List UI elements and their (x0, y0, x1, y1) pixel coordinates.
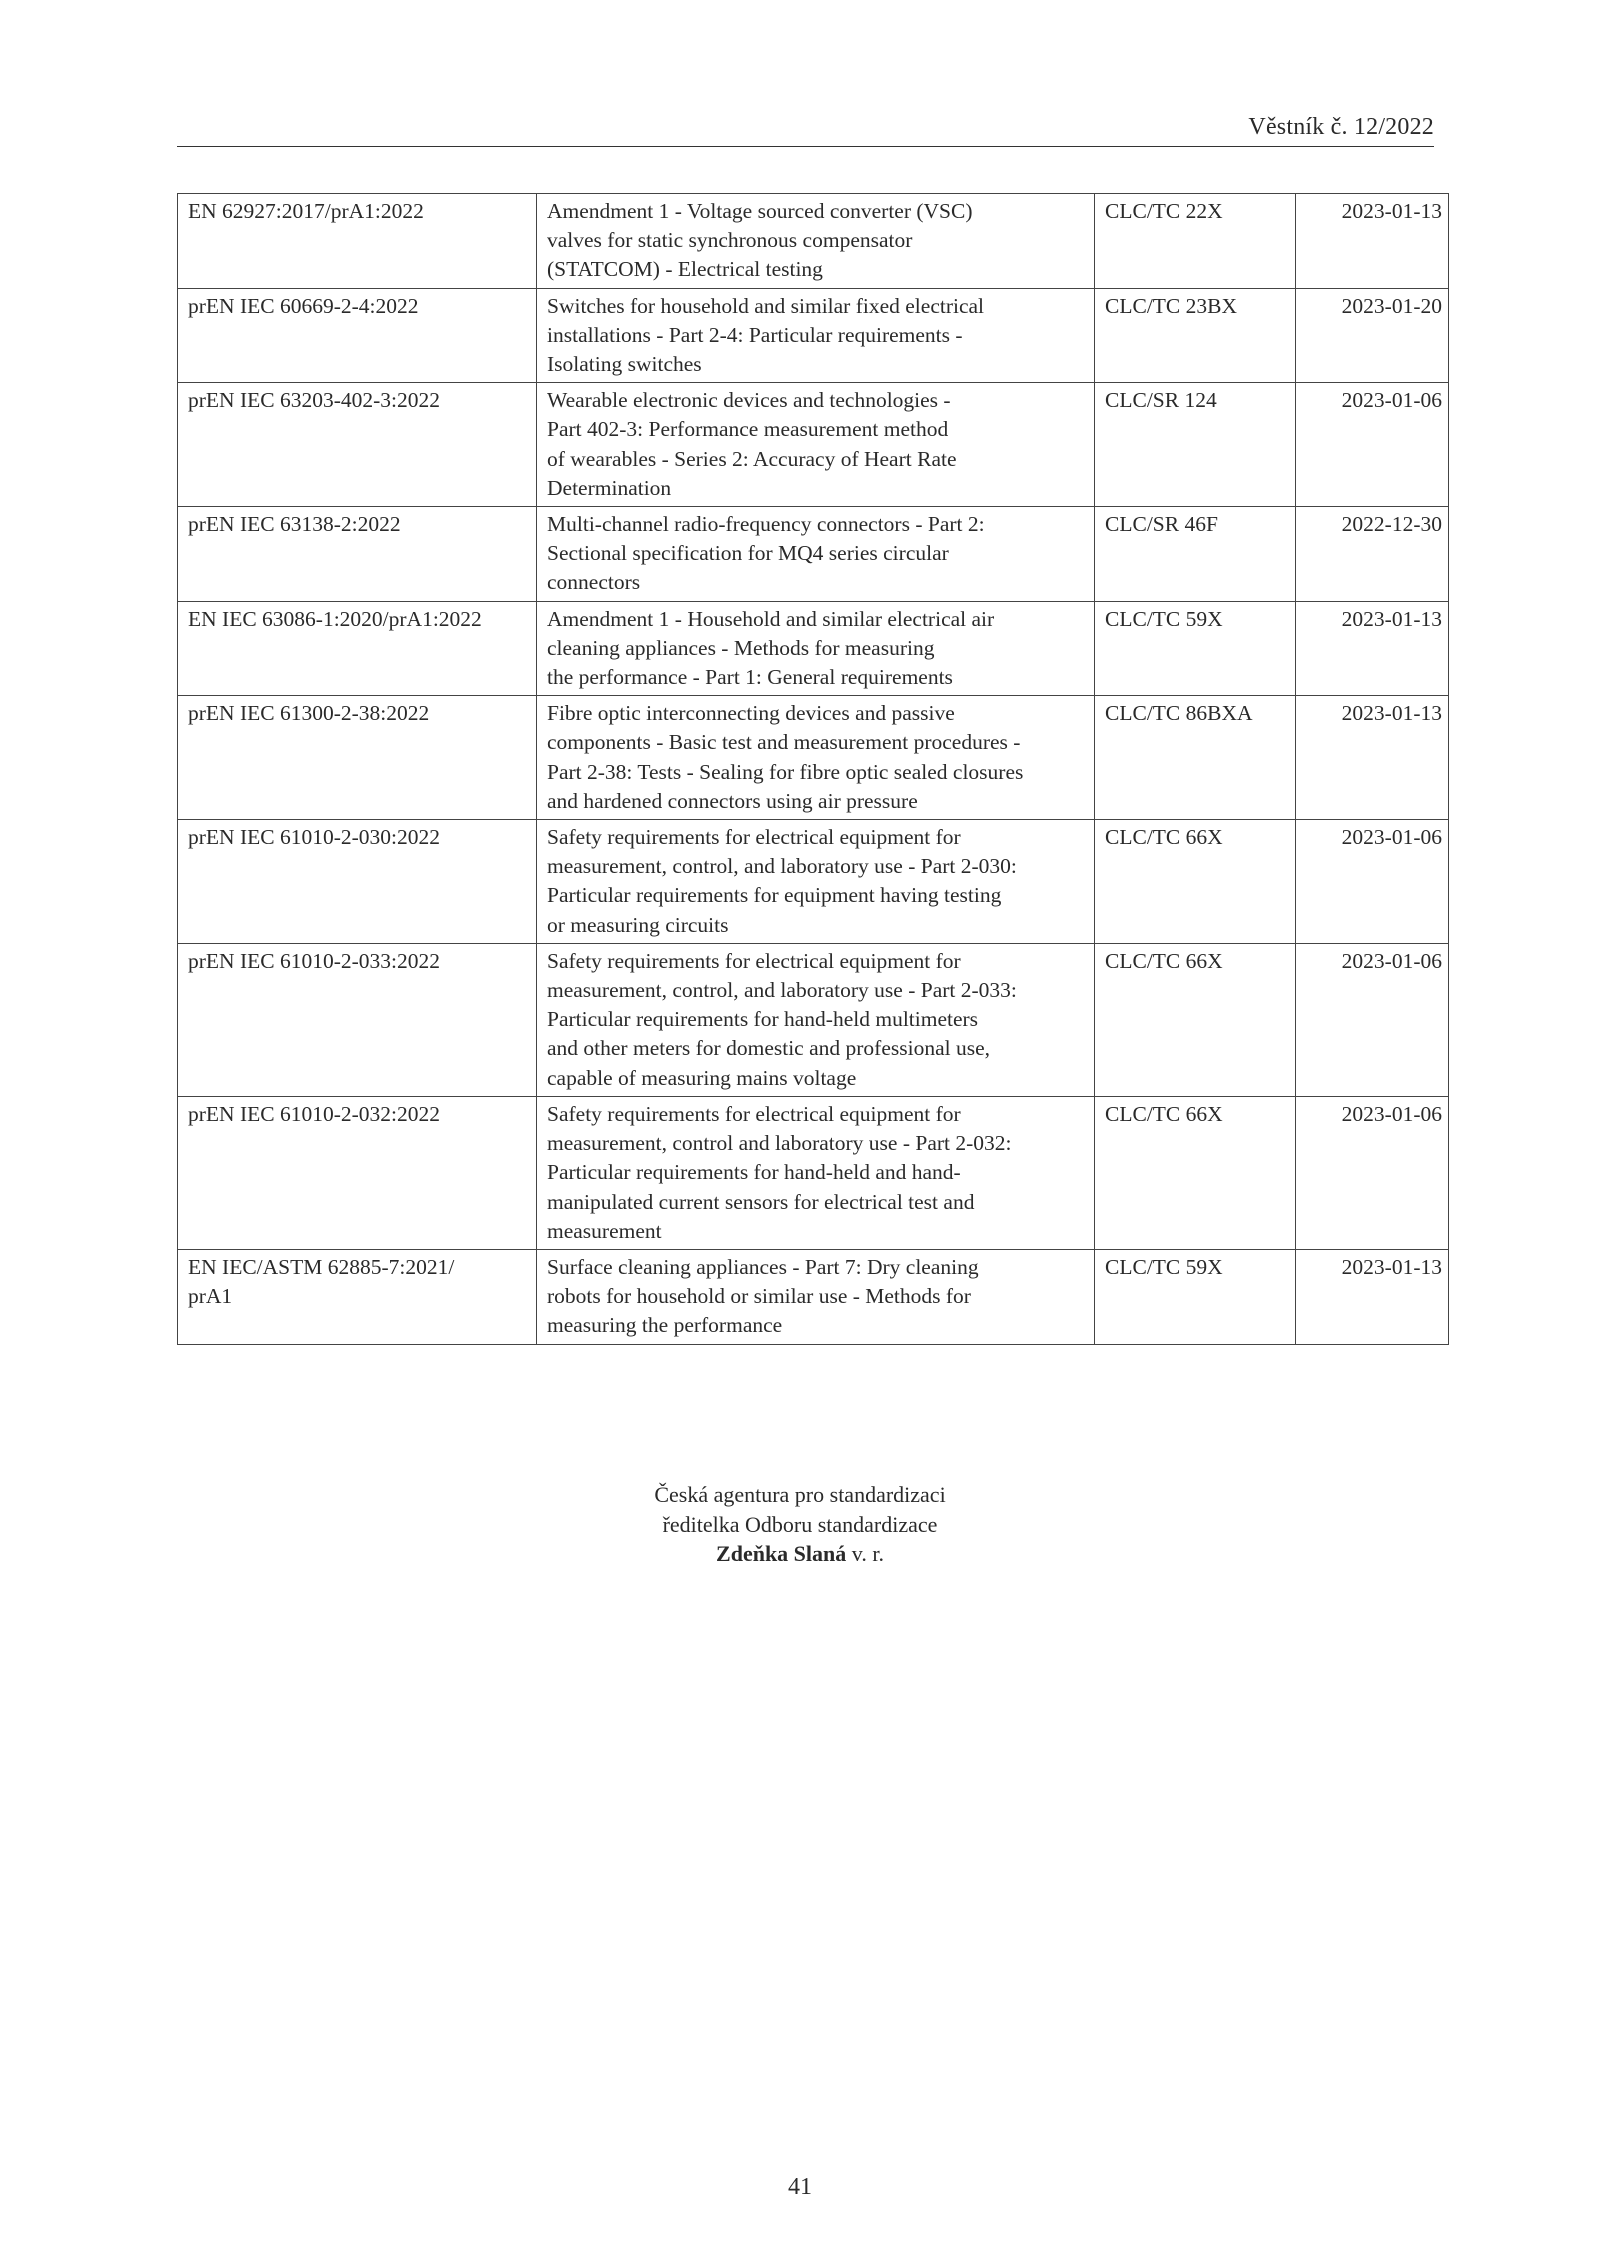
description-line: Particular requirements for equipment having testing (547, 883, 1002, 908)
standard-code-line: EN IEC/ASTM 62885-7:2021/ (188, 1254, 455, 1279)
description-line: Multi-channel radio-frequency connectors - Part 2: (547, 512, 985, 537)
table-row (178, 383, 1449, 507)
description-line: capable of measuring mains voltage (547, 1065, 857, 1090)
deadline-date-cell: 2023-01-06 (1296, 383, 1449, 507)
standard-code-cell (178, 1249, 537, 1344)
standards-table-body (178, 194, 1449, 1345)
description-line: Safety requirements for electrical equipment for (547, 825, 961, 850)
standard-code-cell: EN 62927:2017/prA1:2022 (178, 194, 537, 289)
signature-name-line (0, 1539, 1600, 1569)
deadline-date-cell: 2023-01-06 (1296, 820, 1449, 944)
table-row (178, 288, 1449, 383)
signature-block (0, 1480, 1600, 1569)
description-cell (537, 288, 1095, 383)
description-line: the performance - Part 1: General requirements (547, 665, 953, 690)
description-line: Isolating switches (547, 352, 702, 377)
description-cell (537, 943, 1095, 1096)
description-line: Sectional specification for MQ4 series circular (547, 541, 949, 566)
table-row (178, 194, 1449, 289)
signature-organization: Česká agentura pro standardizaci (654, 1482, 946, 1507)
description-line: measurement, control, and laboratory use - Part 2-033: (547, 978, 1017, 1003)
deadline-date-cell: 2022-12-30 (1296, 507, 1449, 602)
committee-cell: CLC/TC 59X (1095, 1249, 1296, 1344)
description-line: Part 2-38: Tests - Sealing for fibre optic sealed closures (547, 759, 1024, 784)
committee-cell: CLC/SR 124 (1095, 383, 1296, 507)
description-line: of wearables - Series 2: Accuracy of Heart Rate (547, 446, 957, 471)
deadline-date-cell: 2023-01-06 (1296, 943, 1449, 1096)
standards-table (177, 193, 1449, 1345)
description-line: Part 402-3: Performance measurement method (547, 417, 949, 442)
standard-code-cell: prEN IEC 61010-2-030:2022 (178, 820, 537, 944)
committee-cell: CLC/TC 66X (1095, 820, 1296, 944)
committee-cell: CLC/SR 46F (1095, 507, 1296, 602)
deadline-date-cell: 2023-01-13 (1296, 194, 1449, 289)
description-line: Safety requirements for electrical equipment for (547, 948, 961, 973)
standard-code-line: prA1 (188, 1284, 233, 1309)
table-row (178, 696, 1449, 820)
deadline-date-cell: 2023-01-06 (1296, 1096, 1449, 1249)
signature-suffix: v. r. (846, 1541, 884, 1566)
standard-code-cell: prEN IEC 61010-2-032:2022 (178, 1096, 537, 1249)
description-line: Amendment 1 - Household and similar electrical air (547, 606, 995, 631)
committee-cell: CLC/TC 86BXA (1095, 696, 1296, 820)
page-number: 41 (788, 2174, 812, 2200)
description-line: measurement (547, 1218, 662, 1243)
description-line: and other meters for domestic and professional use, (547, 1036, 991, 1061)
description-line: connectors (547, 570, 641, 595)
description-cell (537, 696, 1095, 820)
description-cell (537, 1096, 1095, 1249)
description-line: Wearable electronic devices and technologies - (547, 388, 951, 413)
description-line: manipulated current sensors for electrical test and (547, 1189, 975, 1214)
description-line: Safety requirements for electrical equipment for (547, 1101, 961, 1126)
committee-cell: CLC/TC 66X (1095, 943, 1296, 1096)
description-line: Determination (547, 475, 672, 500)
signature-name: Zdeňka Slaná (716, 1541, 847, 1566)
standard-code-cell: prEN IEC 63203-402-3:2022 (178, 383, 537, 507)
description-cell (537, 194, 1095, 289)
description-line: Particular requirements for hand-held multimeters (547, 1007, 979, 1032)
description-cell (537, 1249, 1095, 1344)
committee-cell: CLC/TC 66X (1095, 1096, 1296, 1249)
description-line: Fibre optic interconnecting devices and passive (547, 701, 955, 726)
standard-code-cell: prEN IEC 61300-2-38:2022 (178, 696, 537, 820)
description-line: or measuring circuits (547, 912, 729, 937)
description-line: measuring the performance (547, 1313, 783, 1338)
table-row (178, 601, 1449, 696)
committee-cell: CLC/TC 22X (1095, 194, 1296, 289)
committee-cell: CLC/TC 23BX (1095, 288, 1296, 383)
description-cell (537, 601, 1095, 696)
description-cell (537, 820, 1095, 944)
signature-role: ředitelka Odboru standardizace (662, 1511, 938, 1537)
description-line: Switches for household and similar fixed electrical (547, 293, 985, 318)
table-row (178, 820, 1449, 944)
standard-code-cell: prEN IEC 61010-2-033:2022 (178, 943, 537, 1096)
deadline-date-cell: 2023-01-13 (1296, 1249, 1449, 1344)
description-cell (537, 383, 1095, 507)
description-line: components - Basic test and measurement procedures - (547, 730, 1021, 755)
table-row (178, 507, 1449, 602)
description-line: measurement, control, and laboratory use - Part 2-030: (547, 854, 1017, 879)
description-line: Surface cleaning appliances - Part 7: Dry cleaning (547, 1254, 979, 1279)
description-line: (STATCOM) - Electrical testing (547, 257, 823, 282)
description-line: installations - Part 2-4: Particular requirements - (547, 322, 963, 347)
table-row (178, 1249, 1449, 1344)
description-line: robots for household or similar use - Methods for (547, 1284, 971, 1309)
table-row (178, 1096, 1449, 1249)
description-line: valves for static synchronous compensator (547, 228, 913, 253)
description-cell (537, 507, 1095, 602)
description-line: Amendment 1 - Voltage sourced converter (VSC) (547, 199, 973, 223)
standard-code-cell: prEN IEC 60669-2-4:2022 (178, 288, 537, 383)
description-line: measurement, control and laboratory use - Part 2-032: (547, 1131, 1012, 1156)
journal-issue-title: Věstník č. 12/2022 (1248, 114, 1434, 140)
table-row (178, 943, 1449, 1096)
description-line: and hardened connectors using air pressure (547, 788, 918, 813)
description-line: cleaning appliances - Methods for measuring (547, 635, 935, 660)
deadline-date-cell: 2023-01-20 (1296, 288, 1449, 383)
description-line: Particular requirements for hand-held and hand- (547, 1160, 961, 1185)
committee-cell: CLC/TC 59X (1095, 601, 1296, 696)
standard-code-cell: EN IEC 63086-1:2020/prA1:2022 (178, 601, 537, 696)
deadline-date-cell: 2023-01-13 (1296, 601, 1449, 696)
standard-code-cell: prEN IEC 63138-2:2022 (178, 507, 537, 602)
deadline-date-cell: 2023-01-13 (1296, 696, 1449, 820)
page-header (177, 108, 1434, 147)
